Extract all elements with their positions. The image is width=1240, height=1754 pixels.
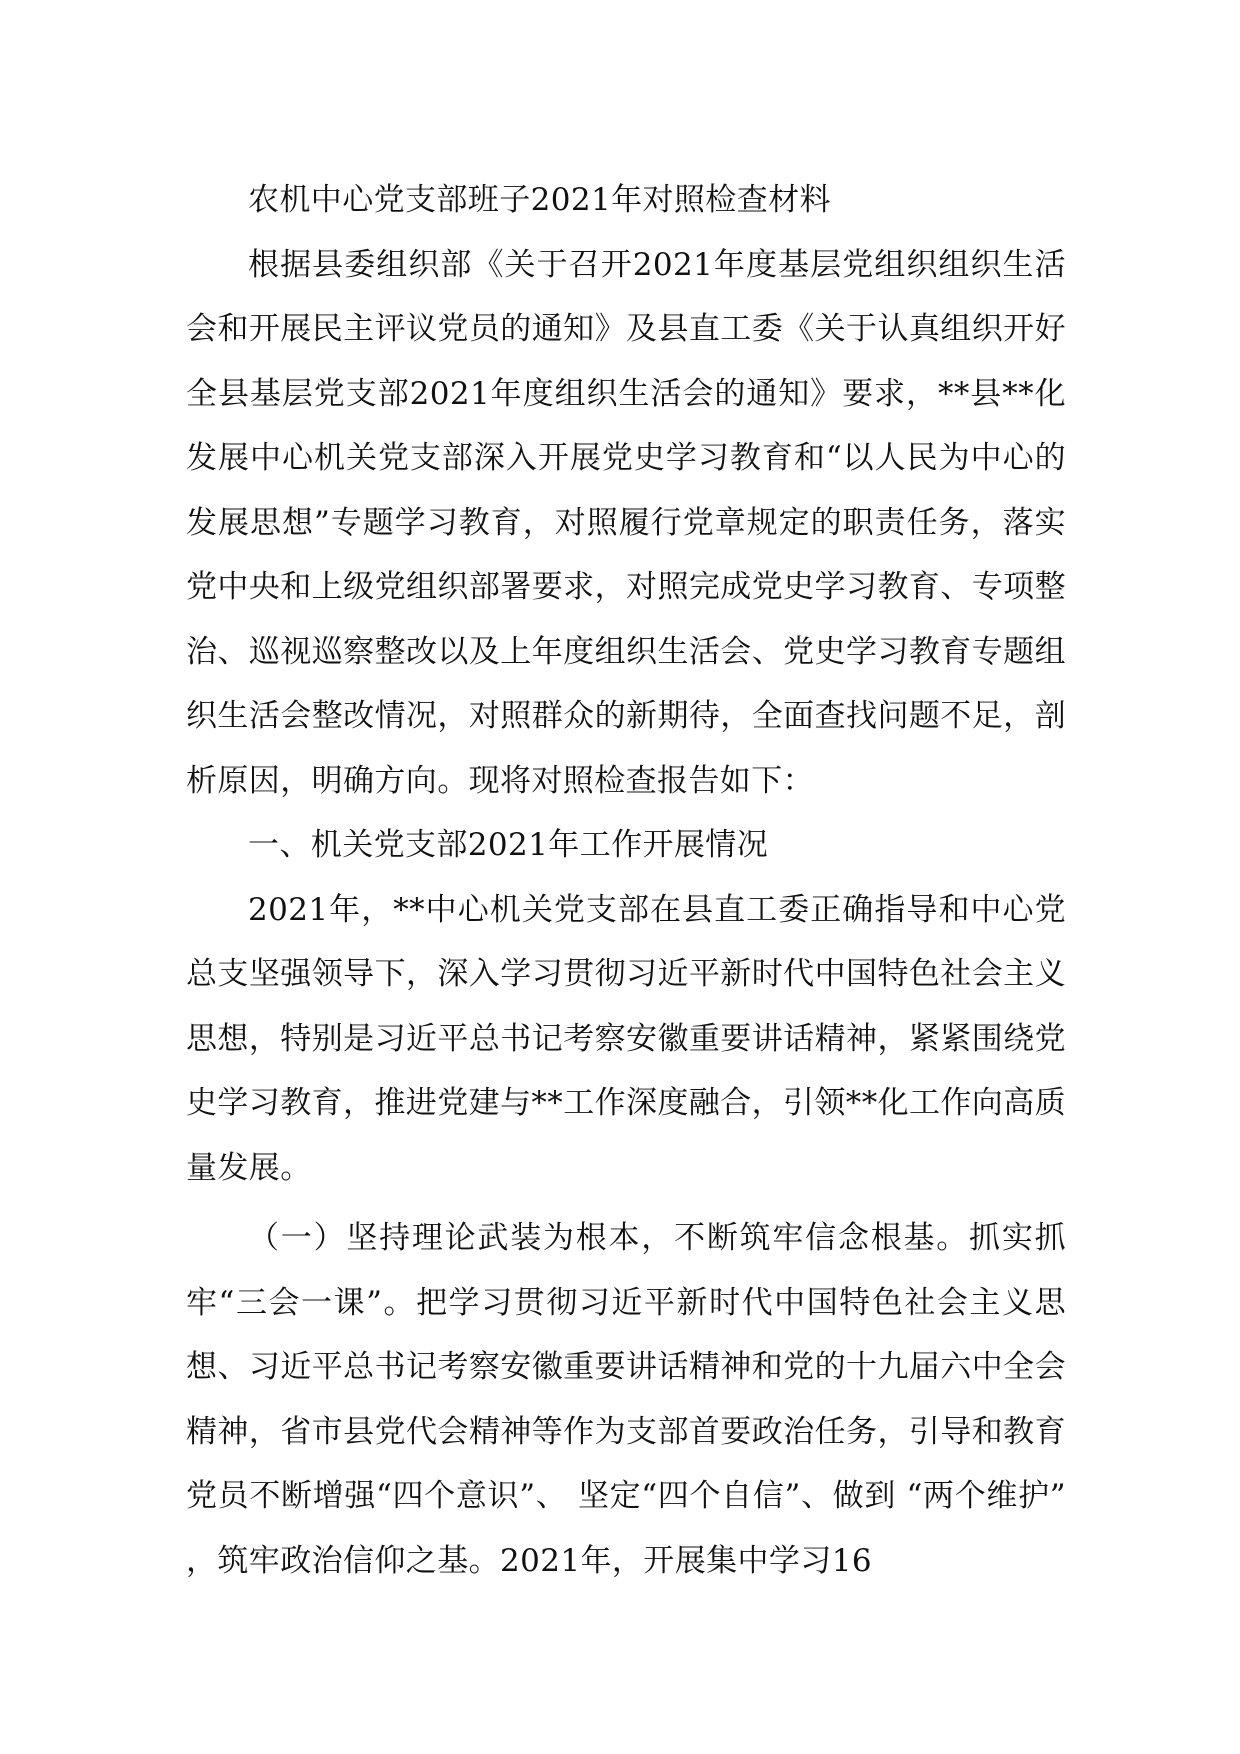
document-body — [186, 168, 1066, 1593]
subsection-paragraph: （一）坚持理论武装为根本，不断筑牢信念根基。抓实抓牢“三会一课”。把学习贯彻习近平新时代中国特色社会主义思想、习近平总书记考察安徽重要讲话精神和党的十九届六中全会精神，省市县党代会精神等作为支部首要政治任务，引导和教育党员不断增强“四个意识”、 坚定“四个自信”、做到 “两个维护” ，筑牢政治信仰之基。2021年，开展集中学习16 — [186, 1220, 1066, 1579]
section-paragraph: 2021年，**中心机关党支部在县直工委正确指导和中心党总支坚强领导下，深入学习贯彻习近平新时代中国特色社会主义思想，特别是习近平总书记考察安徽重要讲话精神，紧紧围绕党史学习教育，推进党建与**工作深度融合，引领**化工作向高质量发展。 — [186, 891, 1066, 1186]
document-title: 农机中心党支部班子2021年对照检查材料 — [248, 182, 831, 218]
intro-paragraph: 根据县委组织部《关于召开2021年度基层党组织组织生活会和开展民主评议党员的通知》及县直工委《关于认真组织开好全县基层党支部2021年度组织生活会的通知》要求，**县**化发展中心机关党支部深入开展党史学习教育和“以人民为中心的发展思想”专题学习教育，对照履行党章规定的职责任务，落实党中央和上级党组织部署要求，对照完成党史学习教育、专项整治、巡视巡察整改以及上年度组织生活会、党史学习教育专题组织生活会整改情况，对照群众的新期待，全面查找问题不足，剖析原因，明确方向。现将对照检查报告如下： — [186, 246, 1066, 799]
section-heading: 一、机关党支部2021年工作开展情况 — [248, 827, 769, 863]
